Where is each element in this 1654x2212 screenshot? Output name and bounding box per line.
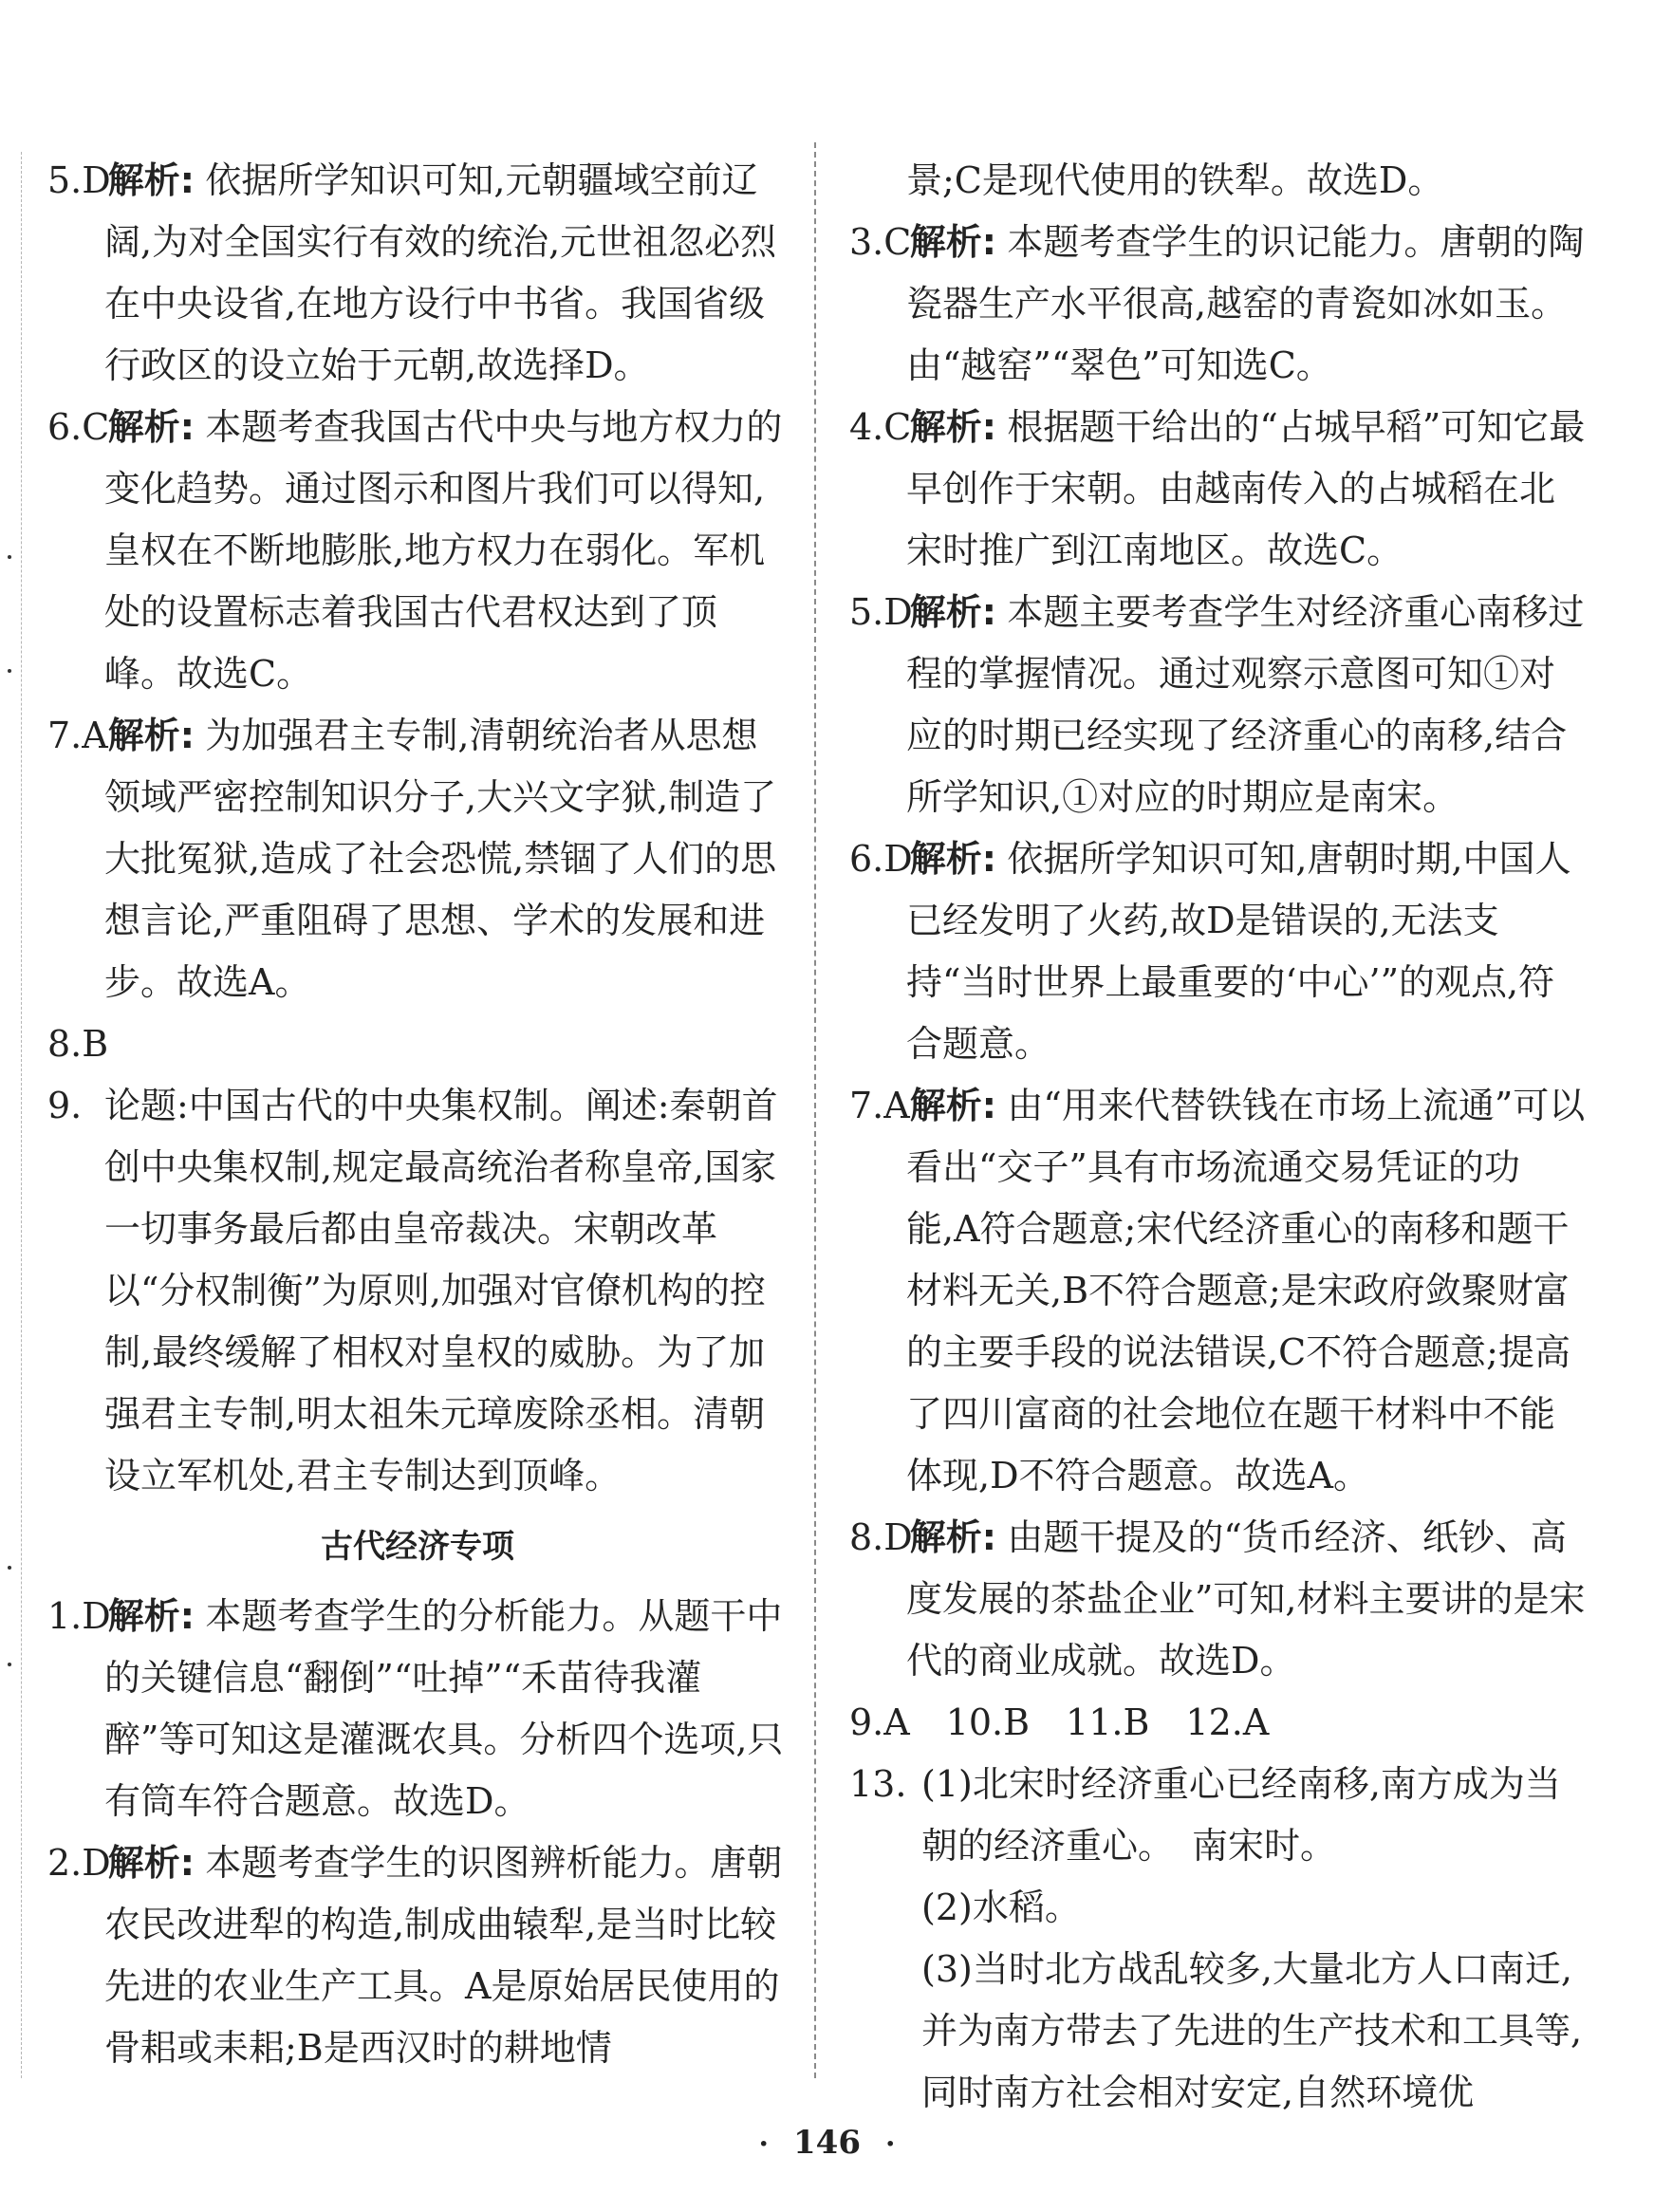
- item-number: 9.: [47, 1085, 83, 1126]
- margin-mark: [8, 669, 11, 673]
- item-number: 6.C: [47, 406, 110, 448]
- page-number: 146: [793, 2124, 861, 2162]
- answer-item-6: [849, 828, 1589, 1075]
- answer-item-13: [849, 1754, 1589, 2124]
- item-number: 7.A: [47, 715, 108, 756]
- analysis-text: 根据题干给出的“占城早稻”可知它最早创作于宋朝。由越南传入的占城稻在北宋时推广到江南地区。故选C。: [906, 406, 1586, 571]
- item-number: 2.D: [47, 1842, 111, 1884]
- answer-item-2: [47, 1832, 788, 2079]
- answer-item-7: [47, 705, 788, 1013]
- analysis-tag: 解析:: [909, 591, 996, 633]
- right-column: [849, 150, 1589, 2124]
- item-number: 8.B: [47, 1023, 109, 1065]
- answer-item-8: [47, 1013, 788, 1075]
- analysis-tag: 解析:: [909, 1085, 996, 1126]
- item-number: 1.D: [47, 1595, 111, 1637]
- analysis-text: 为加强君主专制,清朝统治者从思想领域严密控制知识分子,大兴文字狱,制造了大批冤狱,造成了社会恐慌,禁锢了人们的思想言论,严重阻碍了思想、学术的发展和进步。故选A。: [104, 715, 777, 1003]
- answer-item-3: [849, 212, 1589, 397]
- analysis-text: 由“用来代替铁钱在市场上流通”可以看出“交子”具有市场流通交易凭证的功能,A符合题意;宋代经济重心的南移和题干材料无关,B不符合题意;是宋政府敛聚财富的主要手段的说法错误,C不符合题意;提高了四川富商的社会地位在题干材料中不能体现,D不符合题意。故选A。: [906, 1085, 1586, 1496]
- item-number: 8.D: [849, 1516, 913, 1558]
- analysis-tag: 解析:: [107, 1595, 195, 1637]
- analysis-text: 由题干提及的“货币经济、纸钞、高度发展的茶盐企业”可知,材料主要讲的是宋代的商业成就。故选D。: [906, 1516, 1586, 1682]
- q13-part-1: (1)北宋时经济重心已经南移,南方成为当朝的经济重心。 南宋时。: [921, 1763, 1561, 1867]
- answer-item-5: [47, 150, 788, 397]
- answer-item-5: [849, 582, 1589, 828]
- analysis-tag: 解析:: [909, 406, 996, 448]
- continued-text: 景;C是现代使用的铁犁。故选D。: [906, 159, 1444, 201]
- section-title: 古代经济专项: [321, 1528, 514, 1566]
- left-column: [47, 150, 788, 2079]
- column-divider: [814, 142, 816, 2078]
- analysis-tag: 解析:: [909, 838, 996, 880]
- answer-item-9: [47, 1075, 788, 1507]
- analysis-text: 依据所学知识可知,唐朝时期,中国人已经发明了火药,故D是错误的,无法支持“当时世界上最重要的‘中心’”的观点,符合题意。: [906, 838, 1571, 1065]
- item-number: 3.C: [849, 221, 912, 263]
- item-number: 4.C: [849, 406, 912, 448]
- answer-item-7: [849, 1075, 1589, 1507]
- footer-dot-left: ·: [758, 2128, 769, 2161]
- q13-part-3: (3)当时北方战乱较多,大量北方人口南迁,并为南方带去了先进的生产技术和工具等,同时南方社会相对安定,自然环境优: [921, 1948, 1583, 2113]
- answer-item-6: [47, 397, 788, 705]
- analysis-text: 依据所学知识可知,元朝疆域空前辽阔,为对全国实行有效的统治,元世祖忽必烈在中央设省,在地方设行中书省。我国省级行政区的设立始于元朝,故选择D。: [104, 159, 777, 386]
- analysis-text: 本题考查学生的识图辨析能力。唐朝农民改进犁的构造,制成曲辕犁,是当时比较先进的农业生产工具。A是原始居民使用的骨耜或耒耜;B是西汉时的耕地情: [104, 1842, 783, 2069]
- analysis-tag: 解析:: [107, 406, 195, 448]
- analysis-text: 本题考查我国古代中央与地方权力的变化趋势。通过图示和图片我们可以得知,皇权在不断地膨胀,地方权力在弱化。军机处的设置标志着我国古代君权达到了顶峰。故选C。: [104, 406, 783, 695]
- analysis-tag: 解析:: [107, 1842, 195, 1884]
- analysis-tag: 解析:: [909, 221, 996, 263]
- answer-item-1: [47, 1586, 788, 1832]
- essay-text: 论题:中国古代的中央集权制。阐述:秦朝首创中央集权制,规定最高统治者称皇帝,国家一切事务最后都由皇帝裁决。宋朝改革以“分权制衡”为原则,加强对官僚机构的控制,最终缓解了相权对皇权的威胁。为了加强君主专制,明太祖朱元璋废除丞相。清朝设立军机处,君主专制达到顶峰。: [104, 1085, 778, 1496]
- item-number: 7.A: [849, 1085, 910, 1126]
- analysis-text: 本题考查学生的识记能力。唐朝的陶瓷器生产水平很高,越窑的青瓷如冰如玉。由“越窑”“翠色”可知选C。: [906, 221, 1585, 386]
- answer-item-8: [849, 1507, 1589, 1692]
- analysis-tag: 解析:: [909, 1516, 996, 1558]
- q13-part-2: (2)水稻。: [921, 1887, 1081, 1928]
- analysis-tag: 解析:: [107, 159, 195, 201]
- margin-mark: [8, 1663, 11, 1666]
- answer-item-4: [849, 397, 1589, 582]
- analysis-text: 本题考查学生的分析能力。从题干中的关键信息“翻倒”“吐掉”“禾苗待我灌醉”等可知这是灌溉农具。分析四个选项,只有筒车符合题意。故选D。: [104, 1595, 784, 1822]
- page-footer: [0, 2124, 1654, 2162]
- margin-mark: [8, 1566, 11, 1570]
- left-margin-dashed-line: [21, 152, 22, 2078]
- margin-mark: [8, 555, 11, 559]
- analysis-text: 本题主要考查学生对经济重心南移过程的掌握情况。通过观察示意图可知①对应的时期已经实现了经济重心的南移,结合所学知识,①对应的时期应是南宋。: [906, 591, 1585, 818]
- item-number: 5.D: [47, 159, 111, 201]
- item-number: 5.D: [849, 591, 913, 633]
- short-answers-line: 9.A 10.B 11.B 12.A: [849, 1701, 1270, 1743]
- analysis-tag: 解析:: [107, 715, 195, 756]
- footer-dot-right: ·: [884, 2128, 896, 2161]
- item-number: 6.D: [849, 838, 913, 880]
- item-number: 13.: [849, 1763, 907, 1805]
